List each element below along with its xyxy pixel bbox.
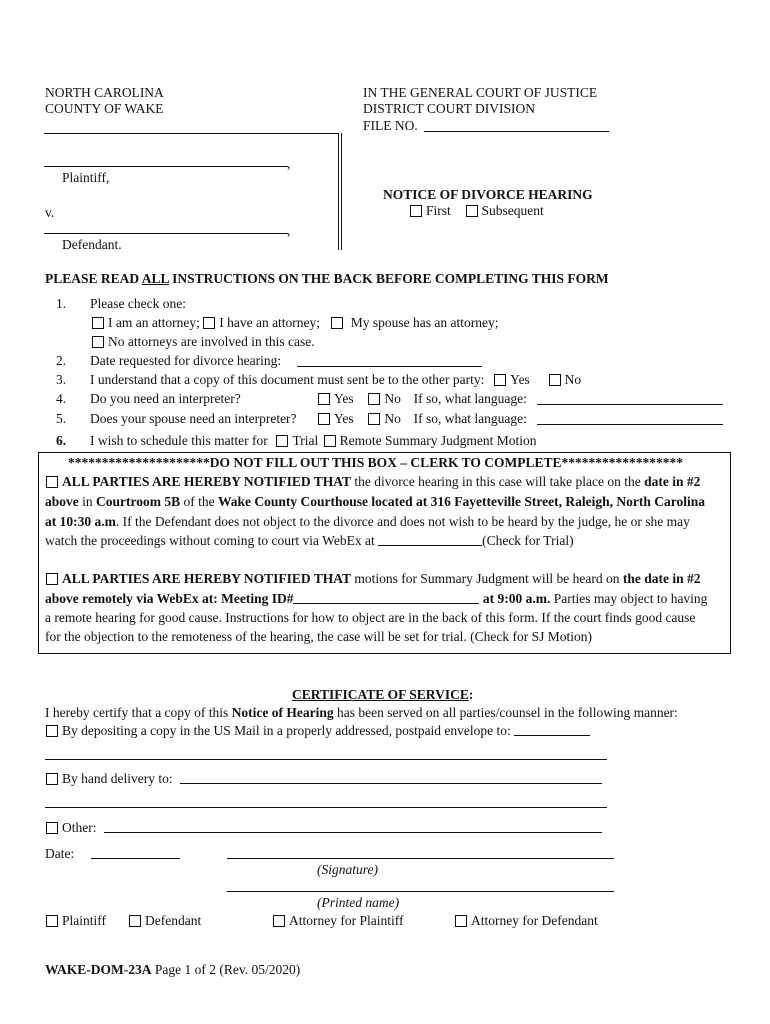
trial-notice-of-the: of the: [180, 494, 219, 509]
trial-webex-field[interactable]: [378, 533, 482, 546]
certificate-title: [292, 687, 473, 703]
schedule-label: I wish to schedule this matter for: [90, 433, 268, 448]
date-requested-field[interactable]: [297, 366, 482, 367]
caption-right-rule: [338, 133, 339, 250]
instructions-heading: [45, 271, 609, 287]
role-plaintiff-option: [46, 913, 106, 929]
hand-delivery-label-row: [46, 771, 173, 787]
role-attorney-plaintiff-checkbox[interactable]: [273, 915, 285, 927]
other-checkbox[interactable]: [46, 822, 58, 834]
hearing-type-options: [410, 203, 544, 219]
spouse-interpreter-options: [318, 411, 527, 427]
item-4-number: 4.: [56, 391, 67, 406]
instructions-pre: PLEASE READ: [45, 271, 142, 286]
first-checkbox[interactable]: [410, 205, 422, 217]
sj-notice-text-2: Parties may object to having: [550, 591, 708, 606]
defendant-comma: ,: [287, 223, 291, 238]
spouse-attorney-label: My spouse has an attorney;: [350, 315, 499, 330]
copy-sent-no-checkbox[interactable]: [549, 374, 561, 386]
spouse-interpreter-label: Does your spouse need an interpreter?: [90, 411, 297, 426]
copy-sent-yes-label: Yes: [510, 372, 530, 387]
sj-notice-line-1: [46, 571, 700, 587]
hand-delivery-line-2[interactable]: [45, 807, 607, 808]
copy-sent-label: I understand that a copy of this document must sent be to the other party:: [90, 372, 485, 387]
trial-notice-line-1: [46, 474, 700, 490]
plaintiff-name-field[interactable]: [44, 166, 288, 167]
sj-notice-date-ref: the date in #2: [622, 571, 701, 586]
other-label-row: [46, 820, 97, 836]
sj-notice-text-1: motions for Summary Judgment will be heard on: [350, 571, 623, 586]
remote-sj-label: Remote Summary Judgment Motion: [339, 433, 537, 448]
hand-delivery-label: By hand delivery to:: [62, 771, 173, 786]
remote-sj-checkbox[interactable]: [324, 435, 336, 447]
schedule-row: [90, 433, 536, 449]
spouse-interpreter-no-label: No: [384, 411, 401, 426]
trial-notice-line-4: [45, 533, 574, 549]
clerk-box-banner: *********************DO NOT FILL OUT THIS BOX – CLERK TO COMPLETE******************: [68, 455, 683, 470]
need-interpreter-label: Do you need an interpreter?: [90, 391, 241, 406]
date-requested-label: Date requested for divorce hearing:: [90, 353, 282, 368]
need-interpreter-no-label: No: [384, 391, 401, 406]
sj-notice-line-3: a remote hearing for good cause. Instructions for how to object are in the back of this form. If the court finds good cause: [45, 610, 696, 625]
trial-notice-line-3: [45, 514, 690, 530]
plaintiff-label: Plaintiff,: [62, 170, 110, 185]
sj-notice-checkbox[interactable]: [46, 573, 58, 585]
trial-notice-date-ref: date in #2: [644, 474, 701, 489]
defendant-name-field[interactable]: [44, 233, 288, 234]
mail-recipient-field[interactable]: [514, 723, 590, 736]
i-am-attorney-label: I am an attorney;: [108, 315, 200, 330]
spouse-attorney-checkbox[interactable]: [331, 317, 343, 329]
trial-notice-check-for-trial: (Check for Trial): [482, 533, 574, 548]
need-interpreter-options: [318, 391, 527, 407]
first-label: First: [426, 203, 451, 218]
item-1-number: 1.: [56, 296, 67, 311]
other-field[interactable]: [104, 832, 602, 833]
certify-notice-of-hearing: Notice of Hearing: [231, 705, 334, 720]
trial-notice-heading: ALL PARTIES ARE HEREBY NOTIFIED THAT: [62, 474, 351, 489]
item-1-label: Please check one:: [90, 296, 186, 311]
trial-label: Trial: [292, 433, 319, 448]
mail-label: By depositing a copy in the US Mail in a properly addressed, postpaid envelope to:: [62, 723, 511, 738]
no-attorneys-checkbox[interactable]: [92, 336, 104, 348]
caption-right-rule-double: [341, 133, 342, 250]
sj-notice-line-2: [45, 591, 707, 607]
role-attorney-plaintiff-label: Attorney for Plaintiff: [289, 913, 404, 928]
trial-notice-text-1: the divorce hearing in this case will take place on the: [350, 474, 645, 489]
trial-notice-time: at 10:30 a.m: [45, 514, 116, 529]
item-2-number: 2.: [56, 353, 67, 368]
no-attorneys-row: [92, 334, 315, 350]
sj-notice-heading: ALL PARTIES ARE HEREBY NOTIFIED THAT: [62, 571, 351, 586]
instructions-all: ALL: [141, 271, 169, 286]
spouse-interpreter-no-checkbox[interactable]: [368, 413, 380, 425]
spouse-interpreter-yes-label: Yes: [334, 411, 354, 426]
role-defendant-label: Defendant: [145, 913, 202, 928]
need-interpreter-yes-label: Yes: [334, 391, 354, 406]
page-info: Page 1 of 2 (Rev. 05/2020): [151, 962, 301, 977]
sj-notice-meeting-label: above remotely via WebEx at: Meeting ID#: [45, 591, 294, 606]
need-interpreter-language-label: If so, what language:: [413, 391, 527, 406]
need-interpreter-no-checkbox[interactable]: [368, 393, 380, 405]
item-3-number: 3.: [56, 372, 67, 387]
hand-delivery-field[interactable]: [180, 783, 602, 784]
meeting-id-field[interactable]: [293, 591, 479, 604]
copy-sent-yes-checkbox[interactable]: [494, 374, 506, 386]
form-id: WAKE-DOM-23A: [45, 962, 152, 977]
mail-row: [46, 723, 590, 739]
role-attorney-defendant-option: [455, 913, 598, 929]
signature-field[interactable]: [227, 858, 614, 859]
have-attorney-label: I have an attorney;: [219, 315, 321, 330]
item-5-number: 5.: [56, 411, 67, 426]
spouse-interpreter-yes-checkbox[interactable]: [318, 413, 330, 425]
file-no-field[interactable]: [424, 131, 609, 132]
court-label: IN THE GENERAL COURT OF JUSTICE: [363, 85, 598, 100]
spouse-interpreter-language-label: If so, what language:: [413, 411, 527, 426]
subsequent-label: Subsequent: [481, 203, 544, 218]
certificate-title-colon: :: [468, 687, 474, 702]
attorney-status-row: [92, 315, 499, 331]
trial-notice-text-4: . If the Defendant does not object to the divorce and does not wish to be heard by the judge, he or she may: [115, 514, 690, 529]
trial-notice-line-2: [45, 494, 705, 510]
printed-name-field[interactable]: [227, 891, 614, 892]
division-label: DISTRICT COURT DIVISION: [363, 101, 535, 116]
other-label: Other:: [62, 820, 97, 835]
role-attorney-defendant-checkbox[interactable]: [455, 915, 467, 927]
trial-notice-above: above: [45, 494, 79, 509]
role-defendant-option: [129, 913, 201, 929]
defendant-label: Defendant.: [62, 237, 122, 252]
role-plaintiff-checkbox[interactable]: [46, 915, 58, 927]
trial-notice-courtroom: Courtroom 5B: [96, 494, 181, 509]
date-field[interactable]: [91, 858, 180, 859]
caption-top-rule: [44, 133, 339, 134]
printed-name-caption: (Printed name): [317, 895, 400, 910]
hand-delivery-checkbox[interactable]: [46, 773, 58, 785]
date-label: Date:: [45, 846, 75, 861]
i-am-attorney-checkbox[interactable]: [92, 317, 104, 329]
sj-notice-line-4: for the objection to the remoteness of the hearing, the case will be set for trial. (Check for SJ Motion): [45, 629, 592, 644]
certify-post: has been served on all parties/counsel in the following manner:: [333, 705, 678, 720]
role-plaintiff-label: Plaintiff: [62, 913, 107, 928]
certificate-title-text: CERTIFICATE OF SERVICE: [292, 687, 469, 702]
trial-notice-in: in: [78, 494, 97, 509]
copy-sent-row: [90, 372, 581, 388]
spouse-interpreter-language-field[interactable]: [537, 424, 723, 425]
no-attorneys-label: No attorneys are involved in this case.: [108, 334, 315, 349]
versus-label: v.: [45, 205, 55, 220]
role-attorney-plaintiff-option: [273, 913, 403, 929]
role-attorney-defendant-label: Attorney for Defendant: [471, 913, 598, 928]
state-label: NORTH CAROLINA: [45, 85, 164, 100]
trial-notice-courthouse: Wake County Courthouse located at 316 Fayetteville Street, Raleigh, North Carolina: [218, 494, 705, 509]
signature-caption: (Signature): [317, 862, 378, 877]
item-6-number: 6.: [56, 433, 67, 448]
sj-notice-time: at 9:00 a.m.: [479, 591, 551, 606]
have-attorney-checkbox[interactable]: [203, 317, 215, 329]
need-interpreter-language-field[interactable]: [537, 404, 723, 405]
certify-statement: [45, 705, 678, 721]
file-no-label: FILE NO.: [363, 118, 418, 133]
trial-checkbox[interactable]: [276, 435, 288, 447]
mail-checkbox[interactable]: [46, 725, 58, 737]
instructions-post: INSTRUCTIONS ON THE BACK BEFORE COMPLETING THIS FORM: [168, 271, 609, 286]
notice-title: NOTICE OF DIVORCE HEARING: [383, 187, 593, 202]
trial-notice-checkbox[interactable]: [46, 476, 58, 488]
plaintiff-comma: ,: [287, 156, 291, 171]
subsequent-checkbox[interactable]: [466, 205, 478, 217]
copy-sent-no-label: No: [564, 372, 582, 387]
role-defendant-checkbox[interactable]: [129, 915, 141, 927]
county-label: COUNTY OF WAKE: [45, 101, 164, 116]
form-footer: [45, 962, 300, 978]
mail-address-line[interactable]: [45, 759, 607, 760]
trial-notice-webex-label: watch the proceedings without coming to court via WebEx at: [45, 533, 379, 548]
need-interpreter-yes-checkbox[interactable]: [318, 393, 330, 405]
certify-pre: I hereby certify that a copy of this: [45, 705, 232, 720]
